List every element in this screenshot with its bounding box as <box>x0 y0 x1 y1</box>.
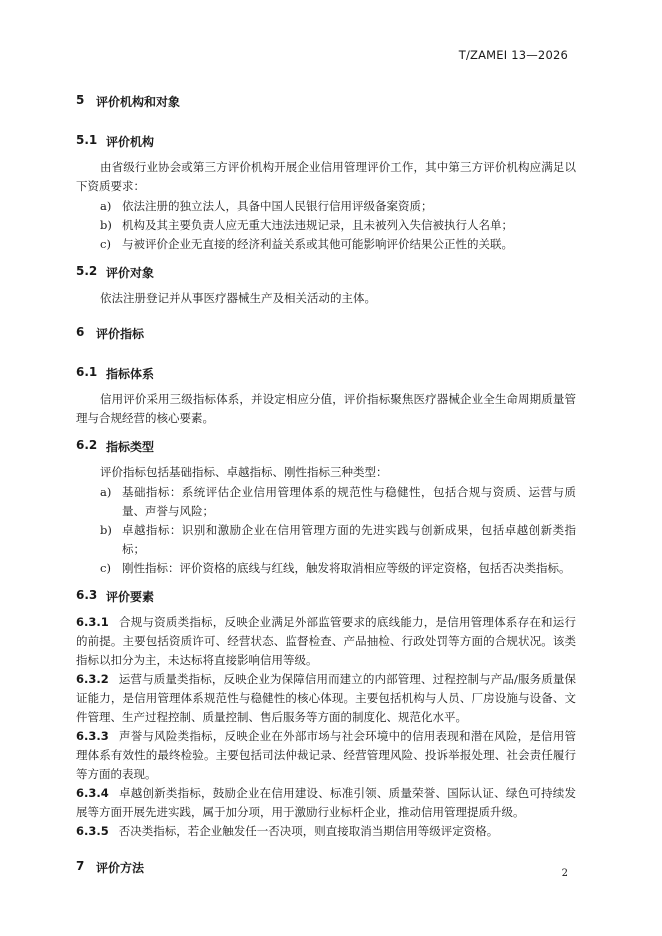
clause-number: 6.3.2 <box>76 672 109 686</box>
list-item <box>76 235 576 254</box>
clause-number: 6.3.1 <box>76 615 109 629</box>
list-text: 卓越指标：识别和激励企业在信用管理方面的先进实践与创新成果，包括卓越创新类指标； <box>122 523 576 556</box>
clause-text: 声誉与风险类指标，反映企业在外部市场与社会环境中的信用表现和潜在风险，是信用管理体系有效性的最终检验。主要包括司法仲裁记录、经营管理风险、投诉举报处理、社会责任履行等方面的表现。 <box>76 729 576 781</box>
section-number: 7 <box>76 859 85 873</box>
clause <box>76 670 576 727</box>
section-5-heading <box>76 93 576 110</box>
page-number: 2 <box>561 868 568 879</box>
paragraph: 信用评价采用三级指标体系，并设定相应分值，评价指标聚焦医疗器械企业全生命周期质量管理与合规经营的核心要素。 <box>76 392 576 425</box>
list-item <box>76 216 576 235</box>
clause-text: 运营与质量类指标，反映企业为保障信用而建立的内部管理、过程控制与产品/服务质量保证能力，是信用管理体系规范性与稳健性的核心体现。主要包括机构与人员、厂房设施与设备、文件管理、生产过程控制、质量控制、售后服务等方面的制度化、规范化水平。 <box>76 672 576 724</box>
list-marker: a) <box>100 485 112 499</box>
requirement-list <box>76 197 576 254</box>
clause-number: 6.3.5 <box>76 824 109 838</box>
section-title: 评价机构和对象 <box>96 95 181 109</box>
section-number: 5 <box>76 93 85 107</box>
section-number: 6.1 <box>76 365 98 379</box>
section-6-1-heading <box>76 365 576 382</box>
clause-number: 6.3.3 <box>76 729 109 743</box>
list-text: 依法注册的独立法人，具备中国人民银行信用评级备案资质； <box>122 199 433 213</box>
clause-number: 6.3.4 <box>76 786 109 800</box>
list-marker: c) <box>100 561 111 575</box>
section-6-3-heading <box>76 588 576 605</box>
clause-text: 卓越创新类指标，鼓励企业在信用建设、标准引领、质量荣誉、国际认证、绿色可持续发展等方面开展先进实践，属于加分项，用于激励行业标杆企业，推动信用管理提质升级。 <box>76 786 576 819</box>
list-text: 与被评价企业无直接的经济利益关系或其他可能影响评价结果公正性的关联。 <box>122 237 513 251</box>
section-title: 指标类型 <box>106 440 155 454</box>
section-6-heading <box>76 325 576 342</box>
section-6-2-heading <box>76 438 576 455</box>
list-marker: b) <box>100 523 112 537</box>
section-title: 指标体系 <box>106 367 155 381</box>
list-text: 刚性指标：评价资格的底线与红线，触发将取消相应等级的评定资格，包括否决类指标。 <box>122 561 571 575</box>
list-marker: c) <box>100 237 111 251</box>
paragraph: 依法注册登记并从事医疗器械生产及相关活动的主体。 <box>100 291 376 305</box>
list-item <box>76 197 576 216</box>
clause <box>76 613 576 670</box>
section-title: 评价对象 <box>106 266 155 280</box>
indicator-type-list <box>76 483 576 578</box>
list-marker: b) <box>100 218 112 232</box>
section-title: 评价方法 <box>96 861 145 875</box>
section-5-2-heading <box>76 264 576 281</box>
section-title: 评价机构 <box>106 135 155 149</box>
standard-code: T/ZAMEI 13—2026 <box>458 48 568 62</box>
page-content <box>76 93 576 876</box>
list-item <box>76 559 576 578</box>
clause <box>76 784 576 822</box>
list-item <box>76 521 576 559</box>
section-number: 6 <box>76 325 85 339</box>
list-text: 基础指标：系统评估企业信用管理体系的规范性与稳健性，包括合规与资质、运营与质量、声誉与风险； <box>122 485 576 518</box>
clause <box>76 822 576 841</box>
clause <box>76 727 576 784</box>
list-text: 机构及其主要负责人应无重大违法违规记录，且未被列入失信被执行人名单； <box>122 218 513 232</box>
clause-group <box>76 613 576 841</box>
section-number: 6.3 <box>76 588 98 602</box>
clause-text: 合规与资质类指标，反映企业满足外部监管要求的底线能力，是信用管理体系存在和运行的前提。主要包括资质许可、经营状态、监督检查、产品抽检、行政处罚等方面的合规状况。该类指标以扣分为主，未达标将直接影响信用等级。 <box>76 615 576 667</box>
section-title: 评价要素 <box>106 590 155 604</box>
paragraph: 由省级行业协会或第三方评价机构开展企业信用管理评价工作，其中第三方评价机构应满足以下资质要求： <box>76 160 576 193</box>
section-number: 6.2 <box>76 438 98 452</box>
paragraph: 评价指标包括基础指标、卓越指标、刚性指标三种类型： <box>100 465 388 479</box>
list-item <box>76 483 576 521</box>
section-number: 5.1 <box>76 133 98 147</box>
section-title: 评价指标 <box>96 327 145 341</box>
list-marker: a) <box>100 199 112 213</box>
section-5-1-heading <box>76 133 576 150</box>
clause-text: 否决类指标，若企业触发任一否决项，则直接取消当期信用等级评定资格。 <box>118 824 499 838</box>
section-number: 5.2 <box>76 264 98 278</box>
section-7-heading <box>76 859 576 876</box>
